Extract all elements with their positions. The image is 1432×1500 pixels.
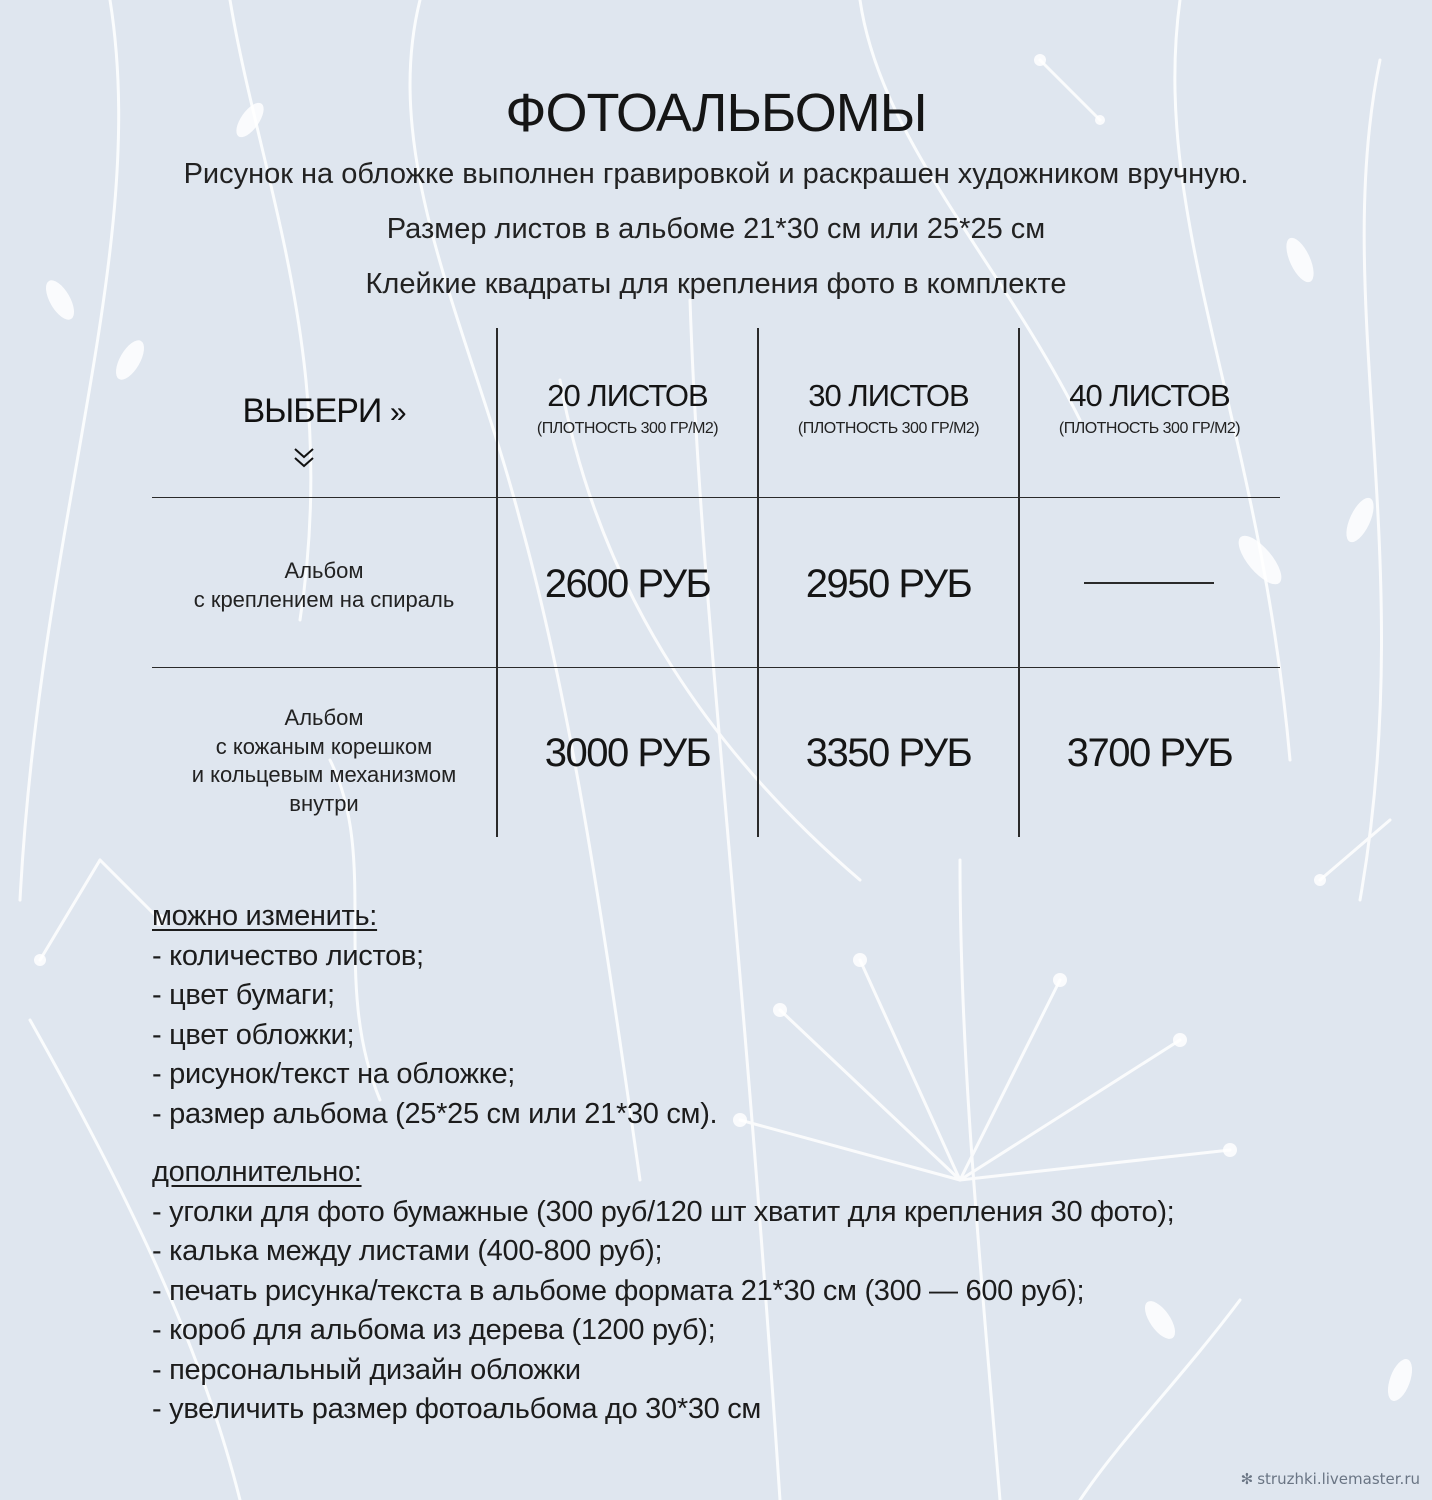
column-title: 20 ЛИСТОВ [547, 378, 708, 413]
row-label-line: Альбом [284, 705, 364, 730]
double-chevron-right-icon: » [389, 396, 406, 429]
list-item: - цвет обложки; [152, 1018, 355, 1051]
double-chevron-down-icon [291, 446, 317, 470]
list-heading: дополнительно: [152, 1156, 362, 1188]
list-item: - рисунок/текст на обложке; [152, 1058, 516, 1090]
column-header-30 [758, 378, 1019, 438]
column-density: (ПЛОТНОСТЬ 300 ГР/М2) [1058, 420, 1241, 437]
row-label-leather [152, 704, 496, 818]
description-line-3: Клейкие квадраты для крепления фото в комплекте [365, 268, 1067, 300]
extras-list [152, 1153, 1174, 1430]
column-title: 40 ЛИСТОВ [1069, 378, 1230, 413]
page-title: ФОТОАЛЬБОМЫ [505, 83, 927, 143]
row-label-line: и кольцевым механизмом [191, 762, 457, 787]
row-label-line: внутри [289, 790, 359, 816]
price-cell: 3350 РУБ [805, 731, 972, 775]
list-item: - калька между листами (400-800 руб); [152, 1235, 663, 1267]
list-item: - увеличить размер фотоальбома до 30*30 см [152, 1393, 762, 1425]
table-divider-horizontal [152, 497, 1280, 498]
changeable-options-list [152, 897, 717, 1134]
price-cell: 2600 РУБ [544, 562, 711, 606]
list-item: - уголки для фото бумажные (300 руб/120 шт хватит для крепления 30 фото); [152, 1195, 1175, 1228]
list-item: - короб для альбома из дерева (1200 руб); [152, 1314, 716, 1346]
column-density: (ПЛОТНОСТЬ 300 ГР/М2) [797, 420, 980, 437]
price-cell: 2950 РУБ [805, 562, 972, 606]
unavailable-dash [1084, 582, 1214, 584]
description-line-2: Размер листов в альбоме 21*30 см или 25*25 см [386, 213, 1046, 245]
column-title: 30 ЛИСТОВ [808, 378, 969, 413]
watermark [1241, 1470, 1420, 1488]
list-item: - количество листов; [152, 939, 424, 972]
list-item: - печать рисунка/текста в альбоме формата 21*30 см (300 — 600 руб); [152, 1274, 1085, 1307]
choose-label [152, 392, 496, 431]
column-header-40 [1019, 378, 1280, 438]
list-item: - цвет бумаги; [152, 979, 335, 1011]
watermark-text: struzhki.livemaster.ru [1257, 1470, 1420, 1488]
list-heading: можно изменить: [152, 900, 378, 932]
list-item: - размер альбома (25*25 см или 21*30 см). [152, 1097, 718, 1130]
row-label-spiral [152, 557, 496, 614]
row-label-line: с креплением на спираль [193, 586, 455, 612]
price-cell: 3700 РУБ [1066, 731, 1233, 775]
choose-text: ВЫБЕРИ [242, 392, 382, 430]
price-cell: 3000 РУБ [544, 731, 711, 775]
list-item: - персональный дизайн обложки [152, 1353, 581, 1386]
column-header-20 [497, 378, 758, 438]
snowflake-icon: ✻ [1240, 1470, 1254, 1488]
table-divider-horizontal [152, 667, 1280, 668]
column-density: (ПЛОТНОСТЬ 300 ГР/М2) [536, 420, 719, 437]
row-label-line: Альбом [284, 558, 364, 583]
description-line-1: Рисунок на обложке выполнен гравировкой и раскрашен художником вручную. [183, 158, 1249, 190]
row-label-line: с кожаным корешком [215, 733, 433, 759]
